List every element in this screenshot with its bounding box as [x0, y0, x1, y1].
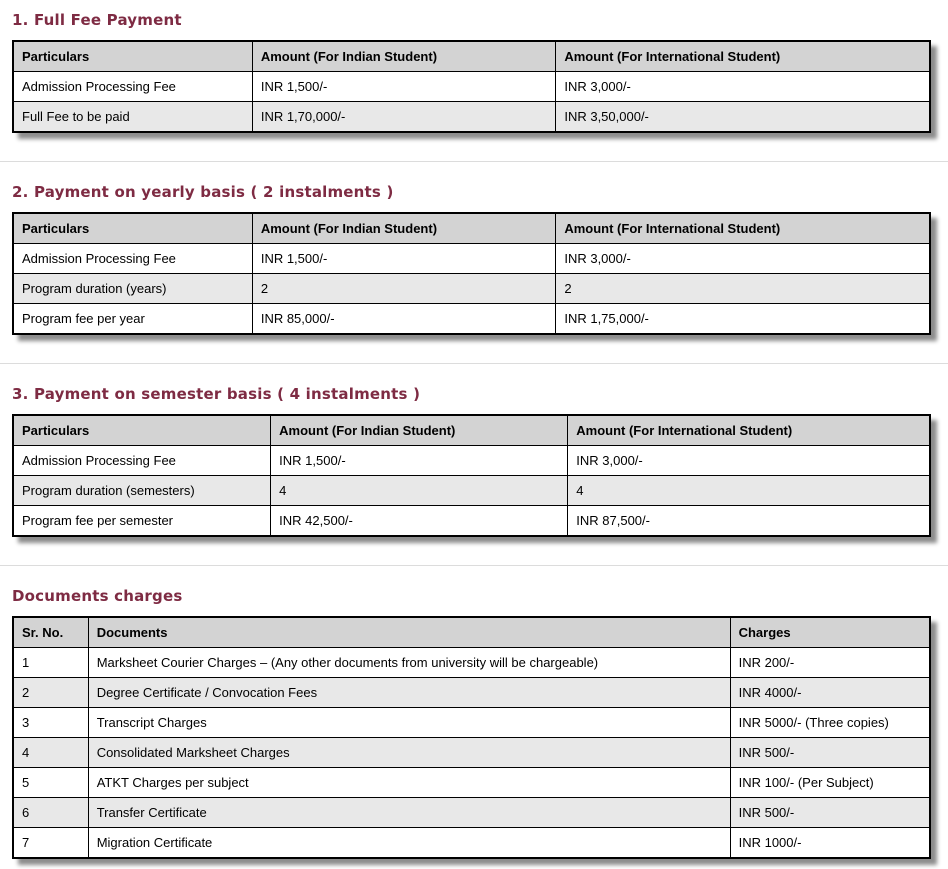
- yearly-payment-table: [12, 212, 931, 335]
- table-row: [13, 768, 930, 798]
- table-row: [13, 678, 930, 708]
- column-header-international-amount: Amount (For International Student): [556, 213, 930, 244]
- semester-payment-table: [12, 414, 931, 537]
- cell-document-name: Transcript Charges: [88, 708, 730, 738]
- cell-indian-amount: INR 1,70,000/-: [252, 102, 556, 133]
- column-header-international-amount: Amount (For International Student): [556, 41, 930, 72]
- cell-indian-amount: 2: [252, 274, 556, 304]
- column-header-indian-amount: Amount (For Indian Student): [252, 41, 556, 72]
- cell-document-name: Consolidated Marksheet Charges: [88, 738, 730, 768]
- cell-document-name: Migration Certificate: [88, 828, 730, 859]
- cell-international-amount: 4: [568, 476, 930, 506]
- cell-international-amount: INR 1,75,000/-: [556, 304, 930, 335]
- cell-sr-no: 6: [13, 798, 88, 828]
- cell-document-name: Transfer Certificate: [88, 798, 730, 828]
- cell-sr-no: 3: [13, 708, 88, 738]
- cell-charges: INR 200/-: [730, 648, 930, 678]
- section-full-fee-payment: [0, 0, 948, 133]
- cell-particulars: Program duration (years): [13, 274, 252, 304]
- cell-sr-no: 7: [13, 828, 88, 859]
- table-header-row: [13, 415, 930, 446]
- yearly-payment-title: 2. Payment on yearly basis ( 2 instalments ): [12, 183, 394, 201]
- table-row: [13, 274, 930, 304]
- cell-indian-amount: 4: [271, 476, 568, 506]
- column-header-particulars: Particulars: [13, 213, 252, 244]
- cell-international-amount: 2: [556, 274, 930, 304]
- table-row: [13, 72, 930, 102]
- column-header-documents: Documents: [88, 617, 730, 648]
- documents-charges-title: Documents charges: [12, 587, 183, 605]
- column-header-particulars: Particulars: [13, 41, 252, 72]
- cell-charges: INR 100/- (Per Subject): [730, 768, 930, 798]
- cell-sr-no: 5: [13, 768, 88, 798]
- table-row: [13, 476, 930, 506]
- cell-international-amount: INR 3,50,000/-: [556, 102, 930, 133]
- cell-particulars: Program duration (semesters): [13, 476, 271, 506]
- cell-international-amount: INR 3,000/-: [556, 244, 930, 274]
- table-row: [13, 828, 930, 859]
- cell-international-amount: INR 3,000/-: [556, 72, 930, 102]
- full-fee-payment-title: 1. Full Fee Payment: [12, 11, 182, 29]
- table-row: [13, 506, 930, 537]
- cell-indian-amount: INR 42,500/-: [271, 506, 568, 537]
- cell-indian-amount: INR 1,500/-: [252, 72, 556, 102]
- cell-sr-no: 2: [13, 678, 88, 708]
- semester-payment-title: 3. Payment on semester basis ( 4 instalments ): [12, 385, 421, 403]
- cell-document-name: ATKT Charges per subject: [88, 768, 730, 798]
- cell-particulars: Full Fee to be paid: [13, 102, 252, 133]
- cell-particulars: Admission Processing Fee: [13, 244, 252, 274]
- table-header-row: [13, 41, 930, 72]
- cell-charges: INR 1000/-: [730, 828, 930, 859]
- cell-international-amount: INR 3,000/-: [568, 446, 930, 476]
- column-header-charges: Charges: [730, 617, 930, 648]
- table-row: [13, 648, 930, 678]
- column-header-international-amount: Amount (For International Student): [568, 415, 930, 446]
- documents-charges-table: [12, 616, 931, 859]
- table-row: [13, 798, 930, 828]
- table-row: [13, 446, 930, 476]
- cell-charges: INR 5000/- (Three copies): [730, 708, 930, 738]
- cell-sr-no: 1: [13, 648, 88, 678]
- table-row: [13, 708, 930, 738]
- table-row: [13, 738, 930, 768]
- table-header-row: [13, 213, 930, 244]
- table-row: [13, 102, 930, 133]
- column-header-particulars: Particulars: [13, 415, 271, 446]
- section-semester-payment: [0, 364, 948, 537]
- column-header-indian-amount: Amount (For Indian Student): [271, 415, 568, 446]
- table-row: [13, 244, 930, 274]
- table-row: [13, 304, 930, 335]
- cell-document-name: Marksheet Courier Charges – (Any other documents from university will be chargeable): [88, 648, 730, 678]
- column-header-sr-no: Sr. No.: [13, 617, 88, 648]
- cell-indian-amount: INR 85,000/-: [252, 304, 556, 335]
- column-header-indian-amount: Amount (For Indian Student): [252, 213, 556, 244]
- cell-indian-amount: INR 1,500/-: [271, 446, 568, 476]
- full-fee-payment-table: [12, 40, 931, 133]
- section-documents-charges: [0, 566, 948, 859]
- cell-charges: INR 500/-: [730, 798, 930, 828]
- cell-document-name: Degree Certificate / Convocation Fees: [88, 678, 730, 708]
- section-yearly-payment: [0, 162, 948, 335]
- cell-particulars: Admission Processing Fee: [13, 446, 271, 476]
- cell-charges: INR 500/-: [730, 738, 930, 768]
- cell-sr-no: 4: [13, 738, 88, 768]
- cell-charges: INR 4000/-: [730, 678, 930, 708]
- cell-particulars: Program fee per semester: [13, 506, 271, 537]
- cell-particulars: Program fee per year: [13, 304, 252, 335]
- cell-particulars: Admission Processing Fee: [13, 72, 252, 102]
- cell-indian-amount: INR 1,500/-: [252, 244, 556, 274]
- table-header-row: [13, 617, 930, 648]
- cell-international-amount: INR 87,500/-: [568, 506, 930, 537]
